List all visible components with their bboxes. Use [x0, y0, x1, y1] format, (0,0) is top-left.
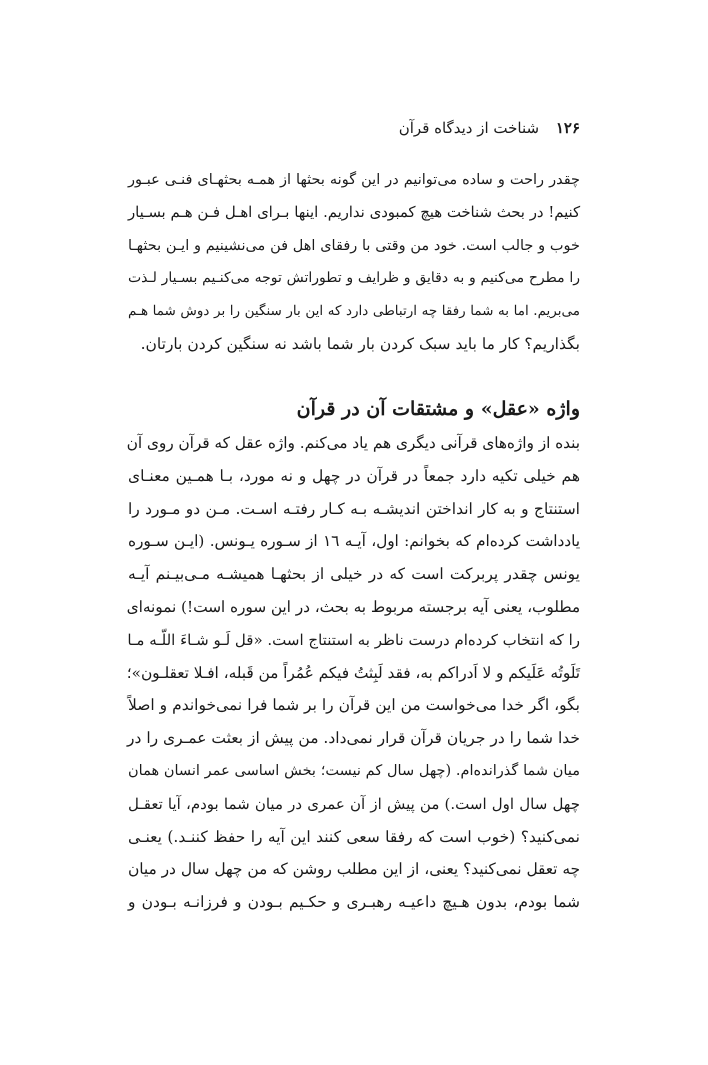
running-header — [128, 116, 580, 140]
text-line: میان شما گذرانده‌ام. (چهل سال کم نیست؛ بخش اساسی عمر انسان همان — [128, 762, 580, 779]
text-line: چهل سال اول است.) من پیش از آن عمری در میان شما بودم، آیا تعقـل — [128, 794, 580, 813]
text-line: تَلَوتُه عَلَیکم و لا اَدراکم به، فقد لَبِثتُ فیکم عُمُراً من قَبله، افـلا تعقلـون»؛ — [126, 663, 580, 682]
page-number: ۱۲۶ — [555, 119, 580, 137]
paragraph-1 — [128, 164, 580, 361]
text-line: مطلوب، یعنی آیه برجسته مربوط به بحث، در این سوره است!) نمونه‌ای — [126, 597, 580, 616]
text-line: چه تعقل نمی‌کنید؟ یعنی، از این مطلب روشن که من چهل سال در میان — [128, 860, 580, 879]
text-line: را که انتخاب کرده‌ام درست ناظر به استنتاج است. «قل لَـو شـاءَ اللّـه مـا — [127, 630, 580, 649]
text-line: خوب و جالب است. خود من وقتی با رفقای اهل فن می‌نشینیم و ایـن بحثهـا — [128, 237, 580, 254]
text-line: یونس چقدر پربرکت است که در خیلی از بحثهـا همیشـه مـی‌بیـنم آیـه — [128, 565, 580, 584]
text-line: کنیم! در بحث شناخت هیچ کمبودی نداریم. اینها بـرای اهـل فـن هـم بسـیار — [128, 203, 580, 221]
text-line: نمی‌کنید؟ (خوب است که رفقا سعی کنند این آیه را حفظ کننـد.) یعنـی — [128, 827, 580, 846]
text-line: خدا شما را در جریان قرآن قرار نمی‌داد. من پیش از بعثت عمـری را در — [127, 729, 580, 748]
text-line: یادداشت کرده‌ام که بخوانم: اول، آیـه ١٦ از سـوره یـونس. (ایـن سـوره — [128, 532, 580, 551]
text-line: چقدر راحت و ساده می‌توانیم در این گونه بحثها از همـه بحثهـای فنـی عبـور — [128, 172, 580, 188]
text-line: بگو، اگر خدا می‌خواست من این قرآن را بر شما فرا نمی‌خواندم و اصلاً — [128, 696, 580, 715]
text-line: استنتاج و به کار انداختن اندیشـه بـه کـار رفتـه اسـت. مـن دو مـورد را — [128, 499, 580, 518]
text-line: را مطرح می‌کنیم و به دقایق و ظرایف و تطوراتش توجه می‌کنـیم بسـیار لـذت — [128, 270, 580, 287]
running-title: شناخت از دیدگاه قرآن — [398, 119, 540, 137]
section-heading: واژه «عقل» و مشتقات آن در قرآن — [296, 398, 580, 420]
text-line: هم خیلی تکیه دارد جمعاً در قرآن در چهل و نه مورد، بـا همـین معنـای — [128, 466, 580, 485]
text-line: شما بودم، بدون هـیچ داعیـه رهبـری و حکـیم بـودن و فرزانـه بـودن و — [128, 893, 580, 912]
text-line: می‌بریم. اما به شما رفقا چه ارتباطی دارد که این بار سنگین را بر دوش شما هـم — [128, 303, 580, 320]
paragraph-2 — [128, 427, 580, 919]
text-line: بنده از واژه‌های قرآنی دیگری هم یاد می‌کنم. واژه عقل که قرآن روی آن — [126, 434, 580, 452]
text-line: بگذاریم؟ کار ما باید سبک کردن بار شما باشد نه سنگین کردن بارتان. — [140, 334, 580, 353]
